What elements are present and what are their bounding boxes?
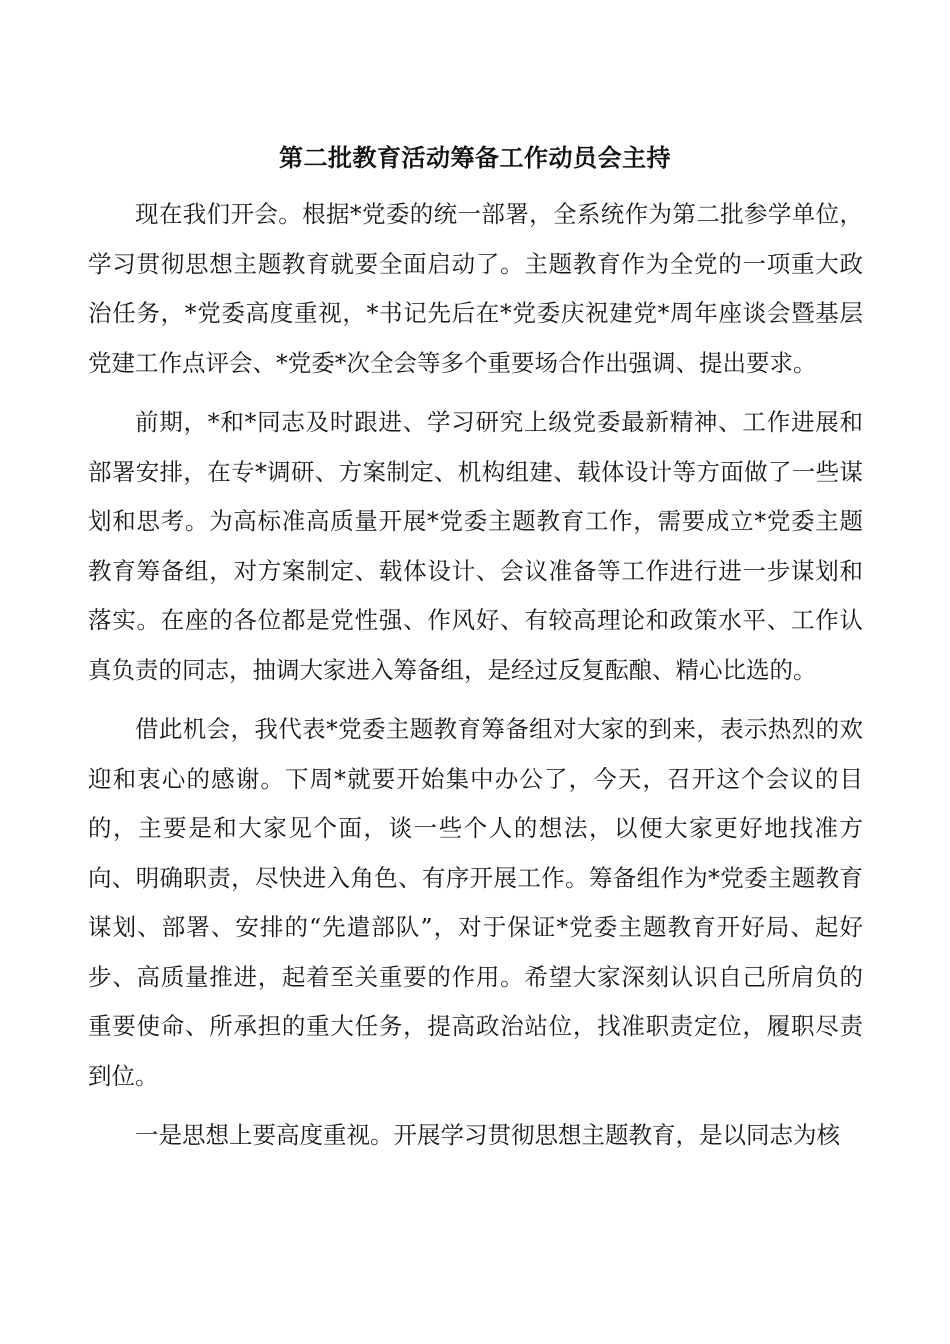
paragraph-4: 一是思想上要高度重视。开展学习贯彻思想主题教育，是以同志为核 xyxy=(135,1121,840,1149)
paragraph-2: 前期，*和*同志及时跟进、学习研究上级党委最新精神、工作进展和部署安排，在专*调研、方案制定、机构组建、载体设计等方面做了一些谋划和思考。为高标准高质量开展*党委主题教育工作，需要成立*党委主题教育筹备组，对方案制定、载体设计、会议准备等工作进行进一步谋划和落实。在座的各位都是党性强、作风好、有较高理论和政策水平、工作认真负责的同志，抽调大家进入筹备组，是经过反复酝酿、精心比选的。 xyxy=(88,408,863,684)
document-title: 第二批教育活动筹备工作动员会主持 xyxy=(279,144,671,172)
paragraph-1: 现在我们开会。根据*党委的统一部署，全系统作为第二批参学单位，学习贯彻思想主题教育就要全面启动了。主题教育作为全党的一项重大政治任务，*党委高度重视，*书记先后在*党委庆祝建党*周年座谈会暨基层党建工作点评会、*党委*次全会等多个重要场合作出强调、提出要求。 xyxy=(88,200,863,377)
paragraph-3: 借此机会，我代表*党委主题教育筹备组对大家的到来，表示热烈的欢迎和衷心的感谢。下周*就要开始集中办公了，今天，召开这个会议的目的，主要是和大家见个面，谈一些个人的想法，以便大家更好地找准方向、明确职责，尽快进入角色、有序开展工作。筹备组作为*党委主题教育谋划、部署、安排的“先遣部队”，对于保证*党委主题教育开好局、起好步、高质量推进，起着至关重要的作用。希望大家深刻认识自己所肩负的重要使命、所承担的重大任务，提高政治站位，找准职责定位，履职尽责到位。 xyxy=(88,715,863,1090)
document-body xyxy=(88,190,863,1171)
